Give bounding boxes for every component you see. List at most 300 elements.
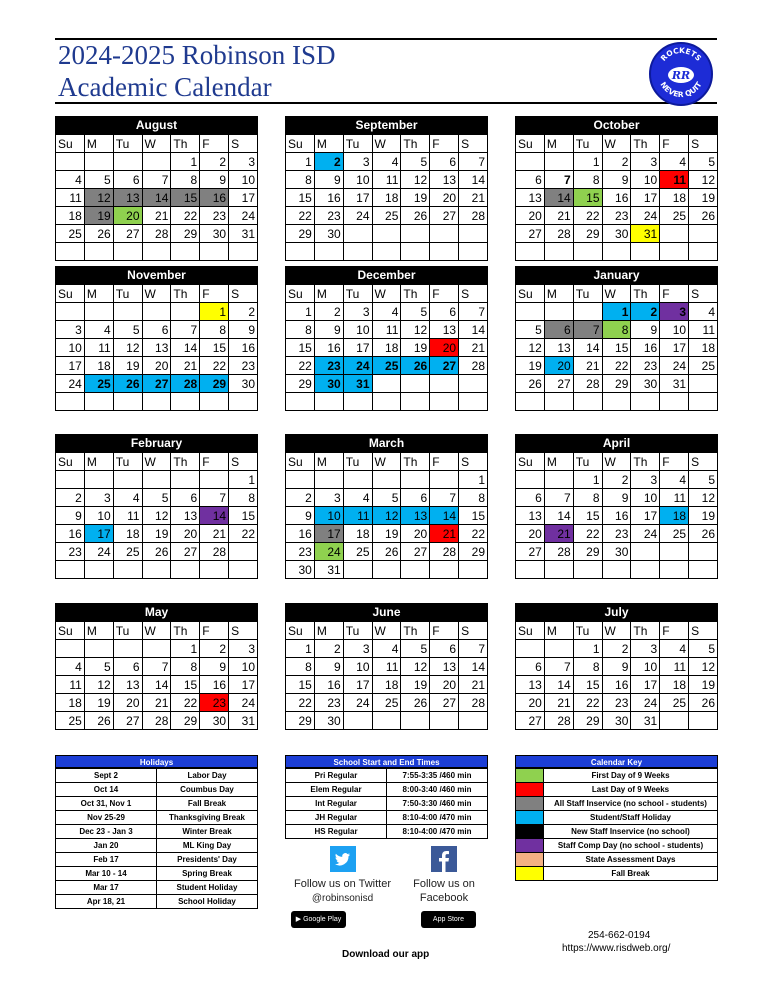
day-cell: 13 bbox=[113, 189, 142, 207]
day-cell: 14 bbox=[573, 339, 602, 357]
day-cell: 18 bbox=[372, 339, 401, 357]
month-title: January bbox=[515, 266, 718, 284]
week-row bbox=[56, 712, 258, 730]
day-cell: 5 bbox=[84, 171, 113, 189]
day-cell: 30 bbox=[602, 543, 631, 561]
day-cell: 16 bbox=[200, 189, 229, 207]
weekday-header: Su bbox=[286, 285, 315, 303]
day-cell: 14 bbox=[142, 676, 171, 694]
empty-cell bbox=[372, 393, 401, 411]
day-cell: 27 bbox=[516, 712, 545, 730]
day-cell: 21 bbox=[459, 189, 488, 207]
key-swatch-red bbox=[516, 783, 544, 797]
day-cell: 10 bbox=[84, 507, 113, 525]
day-cell: 25 bbox=[689, 357, 718, 375]
weekday-header: Th bbox=[171, 135, 200, 153]
day-cell: 11 bbox=[56, 676, 85, 694]
empty-cell bbox=[372, 243, 401, 261]
day-cell: 13 bbox=[544, 339, 573, 357]
week-row bbox=[286, 543, 488, 561]
weekday-header: Tu bbox=[573, 135, 602, 153]
day-cell: 22 bbox=[286, 694, 315, 712]
week-row bbox=[286, 712, 488, 730]
day-cell: 28 bbox=[459, 207, 488, 225]
month-title: April bbox=[515, 434, 718, 452]
day-cell: 3 bbox=[343, 303, 372, 321]
empty-cell bbox=[516, 561, 545, 579]
day-cell: 22 bbox=[286, 207, 315, 225]
week-row bbox=[56, 189, 258, 207]
week-row bbox=[516, 189, 718, 207]
day-cell: 27 bbox=[430, 207, 459, 225]
empty-cell bbox=[544, 561, 573, 579]
empty-cell bbox=[573, 243, 602, 261]
twitter-icon[interactable] bbox=[330, 846, 356, 872]
week-row bbox=[516, 303, 718, 321]
day-cell: 15 bbox=[459, 507, 488, 525]
weekday-header: Th bbox=[401, 622, 430, 640]
empty-cell bbox=[84, 303, 113, 321]
day-cell: 1 bbox=[602, 303, 631, 321]
day-cell: 6 bbox=[516, 489, 545, 507]
day-cell: 17 bbox=[343, 339, 372, 357]
empty-cell bbox=[56, 153, 85, 171]
empty-cell bbox=[113, 471, 142, 489]
day-cell: 2 bbox=[286, 489, 315, 507]
empty-cell bbox=[430, 393, 459, 411]
weekday-header: Su bbox=[286, 453, 315, 471]
day-cell: 10 bbox=[631, 171, 660, 189]
day-cell: 23 bbox=[314, 694, 343, 712]
day-cell: 10 bbox=[631, 489, 660, 507]
weekday-header: S bbox=[689, 135, 718, 153]
key-row bbox=[516, 769, 718, 783]
day-cell: 24 bbox=[343, 207, 372, 225]
weekday-header: M bbox=[314, 622, 343, 640]
day-cell: 4 bbox=[660, 153, 689, 171]
day-cell: 29 bbox=[171, 225, 200, 243]
day-cell: 25 bbox=[84, 375, 113, 393]
day-cell: 19 bbox=[84, 694, 113, 712]
day-cell: 15 bbox=[171, 676, 200, 694]
key-row bbox=[516, 853, 718, 867]
campus-hours: 8:10-4:00 /470 min bbox=[387, 811, 488, 825]
week-row bbox=[286, 676, 488, 694]
day-cell: 26 bbox=[401, 694, 430, 712]
weekday-header: W bbox=[372, 285, 401, 303]
empty-cell bbox=[343, 712, 372, 730]
day-cell: 14 bbox=[430, 507, 459, 525]
day-cell: 5 bbox=[516, 321, 545, 339]
day-cell: 11 bbox=[372, 321, 401, 339]
weekday-header: Tu bbox=[113, 135, 142, 153]
day-cell: 13 bbox=[430, 658, 459, 676]
empty-cell bbox=[401, 712, 430, 730]
day-cell: 26 bbox=[516, 375, 545, 393]
empty-cell bbox=[200, 393, 229, 411]
facebook-text-line2: Facebook bbox=[419, 892, 469, 904]
day-cell: 16 bbox=[314, 339, 343, 357]
day-cell: 19 bbox=[401, 339, 430, 357]
day-cell: 20 bbox=[113, 207, 142, 225]
day-cell: 28 bbox=[142, 225, 171, 243]
day-cell: 24 bbox=[84, 543, 113, 561]
empty-cell bbox=[56, 393, 85, 411]
day-cell: 3 bbox=[631, 640, 660, 658]
day-cell: 6 bbox=[142, 321, 171, 339]
week-row bbox=[516, 525, 718, 543]
day-cell: 30 bbox=[314, 712, 343, 730]
weekday-header: Tu bbox=[343, 622, 372, 640]
day-cell: 11 bbox=[56, 189, 85, 207]
day-cell: 9 bbox=[314, 171, 343, 189]
day-cell: 16 bbox=[286, 525, 315, 543]
empty-cell bbox=[459, 393, 488, 411]
empty-cell bbox=[401, 225, 430, 243]
day-cell: 13 bbox=[516, 507, 545, 525]
day-cell: 5 bbox=[142, 489, 171, 507]
week-row bbox=[286, 507, 488, 525]
weekday-header: Tu bbox=[343, 285, 372, 303]
day-cell: 9 bbox=[631, 321, 660, 339]
holiday-name: Spring Break bbox=[157, 867, 258, 881]
day-cell: 27 bbox=[113, 712, 142, 730]
day-cell: 16 bbox=[200, 676, 229, 694]
day-cell: 17 bbox=[229, 676, 258, 694]
day-cell: 6 bbox=[113, 658, 142, 676]
day-cell: 16 bbox=[229, 339, 258, 357]
day-cell: 19 bbox=[516, 357, 545, 375]
weekday-header: Su bbox=[56, 285, 85, 303]
week-row bbox=[56, 489, 258, 507]
day-cell: 2 bbox=[229, 303, 258, 321]
day-cell: 27 bbox=[544, 375, 573, 393]
month-table bbox=[55, 134, 258, 261]
day-cell: 14 bbox=[544, 676, 573, 694]
key-label: State Assessment Days bbox=[544, 853, 718, 867]
day-cell: 12 bbox=[84, 189, 113, 207]
holiday-row bbox=[56, 811, 258, 825]
empty-cell bbox=[660, 561, 689, 579]
day-cell: 30 bbox=[602, 712, 631, 730]
page-subtitle: Academic Calendar bbox=[58, 72, 272, 102]
day-cell: 25 bbox=[660, 694, 689, 712]
empty-cell bbox=[573, 393, 602, 411]
day-cell: 28 bbox=[573, 375, 602, 393]
weekday-header: M bbox=[544, 285, 573, 303]
day-cell: 9 bbox=[200, 171, 229, 189]
school-time-row bbox=[286, 769, 488, 783]
day-cell: 26 bbox=[401, 207, 430, 225]
weekday-header: F bbox=[430, 453, 459, 471]
month-march bbox=[285, 434, 488, 579]
empty-cell bbox=[401, 561, 430, 579]
facebook-icon[interactable] bbox=[431, 846, 457, 872]
week-row bbox=[286, 153, 488, 171]
weekday-header: M bbox=[544, 622, 573, 640]
day-cell: 16 bbox=[602, 676, 631, 694]
day-cell: 11 bbox=[84, 339, 113, 357]
day-cell: 6 bbox=[430, 640, 459, 658]
empty-cell bbox=[516, 640, 545, 658]
day-cell: 18 bbox=[372, 189, 401, 207]
week-row bbox=[286, 303, 488, 321]
day-cell: 10 bbox=[229, 658, 258, 676]
day-cell: 21 bbox=[459, 339, 488, 357]
website-link[interactable]: https://www.risdweb.org/ bbox=[562, 943, 671, 954]
day-cell: 19 bbox=[113, 357, 142, 375]
week-row bbox=[56, 207, 258, 225]
month-table bbox=[515, 621, 718, 730]
day-cell: 18 bbox=[689, 339, 718, 357]
empty-cell bbox=[56, 243, 85, 261]
empty-cell bbox=[56, 640, 85, 658]
weekday-header: W bbox=[142, 453, 171, 471]
month-october bbox=[515, 116, 718, 261]
weekday-header: Th bbox=[631, 453, 660, 471]
day-cell: 6 bbox=[544, 321, 573, 339]
day-cell: 9 bbox=[229, 321, 258, 339]
holiday-date: Nov 25-29 bbox=[56, 811, 157, 825]
key-label: Last Day of 9 Weeks bbox=[544, 783, 718, 797]
week-row bbox=[286, 321, 488, 339]
day-cell: 28 bbox=[544, 225, 573, 243]
week-row bbox=[56, 640, 258, 658]
empty-cell bbox=[314, 471, 343, 489]
month-title: March bbox=[285, 434, 488, 452]
weekday-header: Tu bbox=[113, 453, 142, 471]
week-row bbox=[516, 393, 718, 411]
day-cell: 15 bbox=[200, 339, 229, 357]
month-september bbox=[285, 116, 488, 261]
empty-cell bbox=[171, 393, 200, 411]
weekday-header: Th bbox=[171, 622, 200, 640]
holiday-name: Fall Break bbox=[157, 797, 258, 811]
day-cell: 5 bbox=[84, 658, 113, 676]
week-row bbox=[516, 694, 718, 712]
day-cell: 23 bbox=[631, 357, 660, 375]
day-cell: 25 bbox=[56, 225, 85, 243]
empty-cell bbox=[286, 471, 315, 489]
weekday-header: Th bbox=[631, 285, 660, 303]
empty-cell bbox=[229, 243, 258, 261]
day-cell: 28 bbox=[430, 543, 459, 561]
day-cell: 25 bbox=[372, 207, 401, 225]
day-cell: 22 bbox=[573, 207, 602, 225]
month-title: August bbox=[55, 116, 258, 134]
empty-cell bbox=[516, 243, 545, 261]
key-row bbox=[516, 811, 718, 825]
day-cell: 4 bbox=[660, 640, 689, 658]
weekday-header: Tu bbox=[343, 453, 372, 471]
calendar-key-table bbox=[515, 768, 718, 881]
day-cell: 24 bbox=[631, 694, 660, 712]
school-time-row bbox=[286, 797, 488, 811]
day-cell: 3 bbox=[343, 153, 372, 171]
weekday-header: S bbox=[459, 285, 488, 303]
day-cell: 31 bbox=[631, 712, 660, 730]
empty-cell bbox=[372, 561, 401, 579]
day-cell: 1 bbox=[459, 471, 488, 489]
day-cell: 7 bbox=[142, 658, 171, 676]
week-row bbox=[56, 393, 258, 411]
day-cell: 12 bbox=[401, 321, 430, 339]
month-june bbox=[285, 603, 488, 730]
week-row bbox=[286, 694, 488, 712]
day-cell: 23 bbox=[229, 357, 258, 375]
weekday-header: Th bbox=[171, 453, 200, 471]
day-cell: 2 bbox=[602, 153, 631, 171]
month-table bbox=[285, 134, 488, 261]
day-cell: 26 bbox=[689, 207, 718, 225]
day-cell: 31 bbox=[229, 225, 258, 243]
svg-text:RR: RR bbox=[671, 69, 691, 82]
facebook-block[interactable] bbox=[404, 846, 484, 904]
empty-cell bbox=[171, 303, 200, 321]
day-cell: 23 bbox=[602, 694, 631, 712]
day-cell: 19 bbox=[142, 525, 171, 543]
day-cell: 4 bbox=[372, 153, 401, 171]
day-cell: 9 bbox=[602, 489, 631, 507]
day-cell: 3 bbox=[229, 640, 258, 658]
holiday-date: Oct 14 bbox=[56, 783, 157, 797]
day-cell: 9 bbox=[314, 658, 343, 676]
day-cell: 15 bbox=[286, 339, 315, 357]
day-cell: 2 bbox=[314, 153, 343, 171]
day-cell: 4 bbox=[372, 303, 401, 321]
day-cell: 2 bbox=[314, 303, 343, 321]
empty-cell bbox=[689, 712, 718, 730]
empty-cell bbox=[459, 225, 488, 243]
key-label: Fall Break bbox=[544, 867, 718, 881]
day-cell: 30 bbox=[631, 375, 660, 393]
day-cell: 19 bbox=[84, 207, 113, 225]
app-store-button[interactable] bbox=[421, 911, 476, 928]
day-cell: 15 bbox=[573, 676, 602, 694]
day-cell: 5 bbox=[372, 489, 401, 507]
holiday-row bbox=[56, 881, 258, 895]
holiday-row bbox=[56, 867, 258, 881]
day-cell: 5 bbox=[689, 153, 718, 171]
day-cell: 20 bbox=[516, 694, 545, 712]
month-february bbox=[55, 434, 258, 579]
day-cell: 21 bbox=[544, 525, 573, 543]
holiday-date: Dec 23 - Jan 3 bbox=[56, 825, 157, 839]
weekday-header: Su bbox=[56, 453, 85, 471]
day-cell: 2 bbox=[314, 640, 343, 658]
campus-name: Int Regular bbox=[286, 797, 387, 811]
day-cell: 6 bbox=[516, 658, 545, 676]
empty-cell bbox=[602, 393, 631, 411]
day-cell: 27 bbox=[142, 375, 171, 393]
day-cell: 8 bbox=[229, 489, 258, 507]
day-cell: 1 bbox=[171, 640, 200, 658]
day-cell: 10 bbox=[343, 658, 372, 676]
empty-cell bbox=[459, 712, 488, 730]
empty-cell bbox=[142, 243, 171, 261]
empty-cell bbox=[689, 543, 718, 561]
day-cell: 16 bbox=[56, 525, 85, 543]
day-cell: 3 bbox=[631, 153, 660, 171]
school-times-table bbox=[285, 768, 488, 839]
day-cell: 1 bbox=[573, 471, 602, 489]
day-cell: 23 bbox=[286, 543, 315, 561]
day-cell: 6 bbox=[171, 489, 200, 507]
empty-cell bbox=[660, 543, 689, 561]
day-cell: 7 bbox=[544, 171, 573, 189]
day-cell: 6 bbox=[401, 489, 430, 507]
empty-cell bbox=[343, 243, 372, 261]
empty-cell bbox=[56, 303, 85, 321]
key-label: New Staff Inservice (no school) bbox=[544, 825, 718, 839]
day-cell: 11 bbox=[113, 507, 142, 525]
day-cell: 12 bbox=[142, 507, 171, 525]
day-cell: 20 bbox=[430, 189, 459, 207]
weekday-header: Th bbox=[401, 453, 430, 471]
day-cell: 22 bbox=[573, 694, 602, 712]
day-cell: 8 bbox=[573, 171, 602, 189]
month-title: June bbox=[285, 603, 488, 621]
weekday-header: M bbox=[314, 453, 343, 471]
twitter-block[interactable] bbox=[290, 846, 395, 904]
empty-cell bbox=[113, 303, 142, 321]
weekday-header: W bbox=[142, 285, 171, 303]
day-cell: 2 bbox=[200, 153, 229, 171]
school-times-title: School Start and End Times bbox=[285, 755, 488, 768]
day-cell: 12 bbox=[372, 507, 401, 525]
empty-cell bbox=[631, 393, 660, 411]
holiday-row bbox=[56, 839, 258, 853]
empty-cell bbox=[660, 243, 689, 261]
day-cell: 12 bbox=[84, 676, 113, 694]
weekday-header: M bbox=[84, 622, 113, 640]
day-cell: 14 bbox=[142, 189, 171, 207]
empty-cell bbox=[544, 393, 573, 411]
day-cell: 20 bbox=[516, 207, 545, 225]
day-cell: 23 bbox=[56, 543, 85, 561]
empty-cell bbox=[401, 375, 430, 393]
month-table bbox=[55, 452, 258, 579]
day-cell: 12 bbox=[401, 658, 430, 676]
empty-cell bbox=[544, 471, 573, 489]
day-cell: 22 bbox=[602, 357, 631, 375]
empty-cell bbox=[660, 225, 689, 243]
empty-cell bbox=[689, 243, 718, 261]
weekday-header: S bbox=[459, 453, 488, 471]
day-cell: 28 bbox=[544, 712, 573, 730]
week-row bbox=[286, 243, 488, 261]
week-row bbox=[516, 489, 718, 507]
day-cell: 18 bbox=[113, 525, 142, 543]
key-row bbox=[516, 783, 718, 797]
google-play-button[interactable] bbox=[291, 911, 346, 928]
week-row bbox=[516, 658, 718, 676]
week-row bbox=[56, 694, 258, 712]
day-cell: 7 bbox=[573, 321, 602, 339]
day-cell: 22 bbox=[229, 525, 258, 543]
day-cell: 19 bbox=[689, 676, 718, 694]
empty-cell bbox=[573, 303, 602, 321]
day-cell: 15 bbox=[286, 189, 315, 207]
day-cell: 10 bbox=[660, 321, 689, 339]
day-cell: 7 bbox=[142, 171, 171, 189]
day-cell: 27 bbox=[401, 543, 430, 561]
day-cell: 21 bbox=[142, 207, 171, 225]
empty-cell bbox=[660, 393, 689, 411]
day-cell: 2 bbox=[602, 471, 631, 489]
day-cell: 21 bbox=[544, 694, 573, 712]
day-cell: 17 bbox=[631, 507, 660, 525]
